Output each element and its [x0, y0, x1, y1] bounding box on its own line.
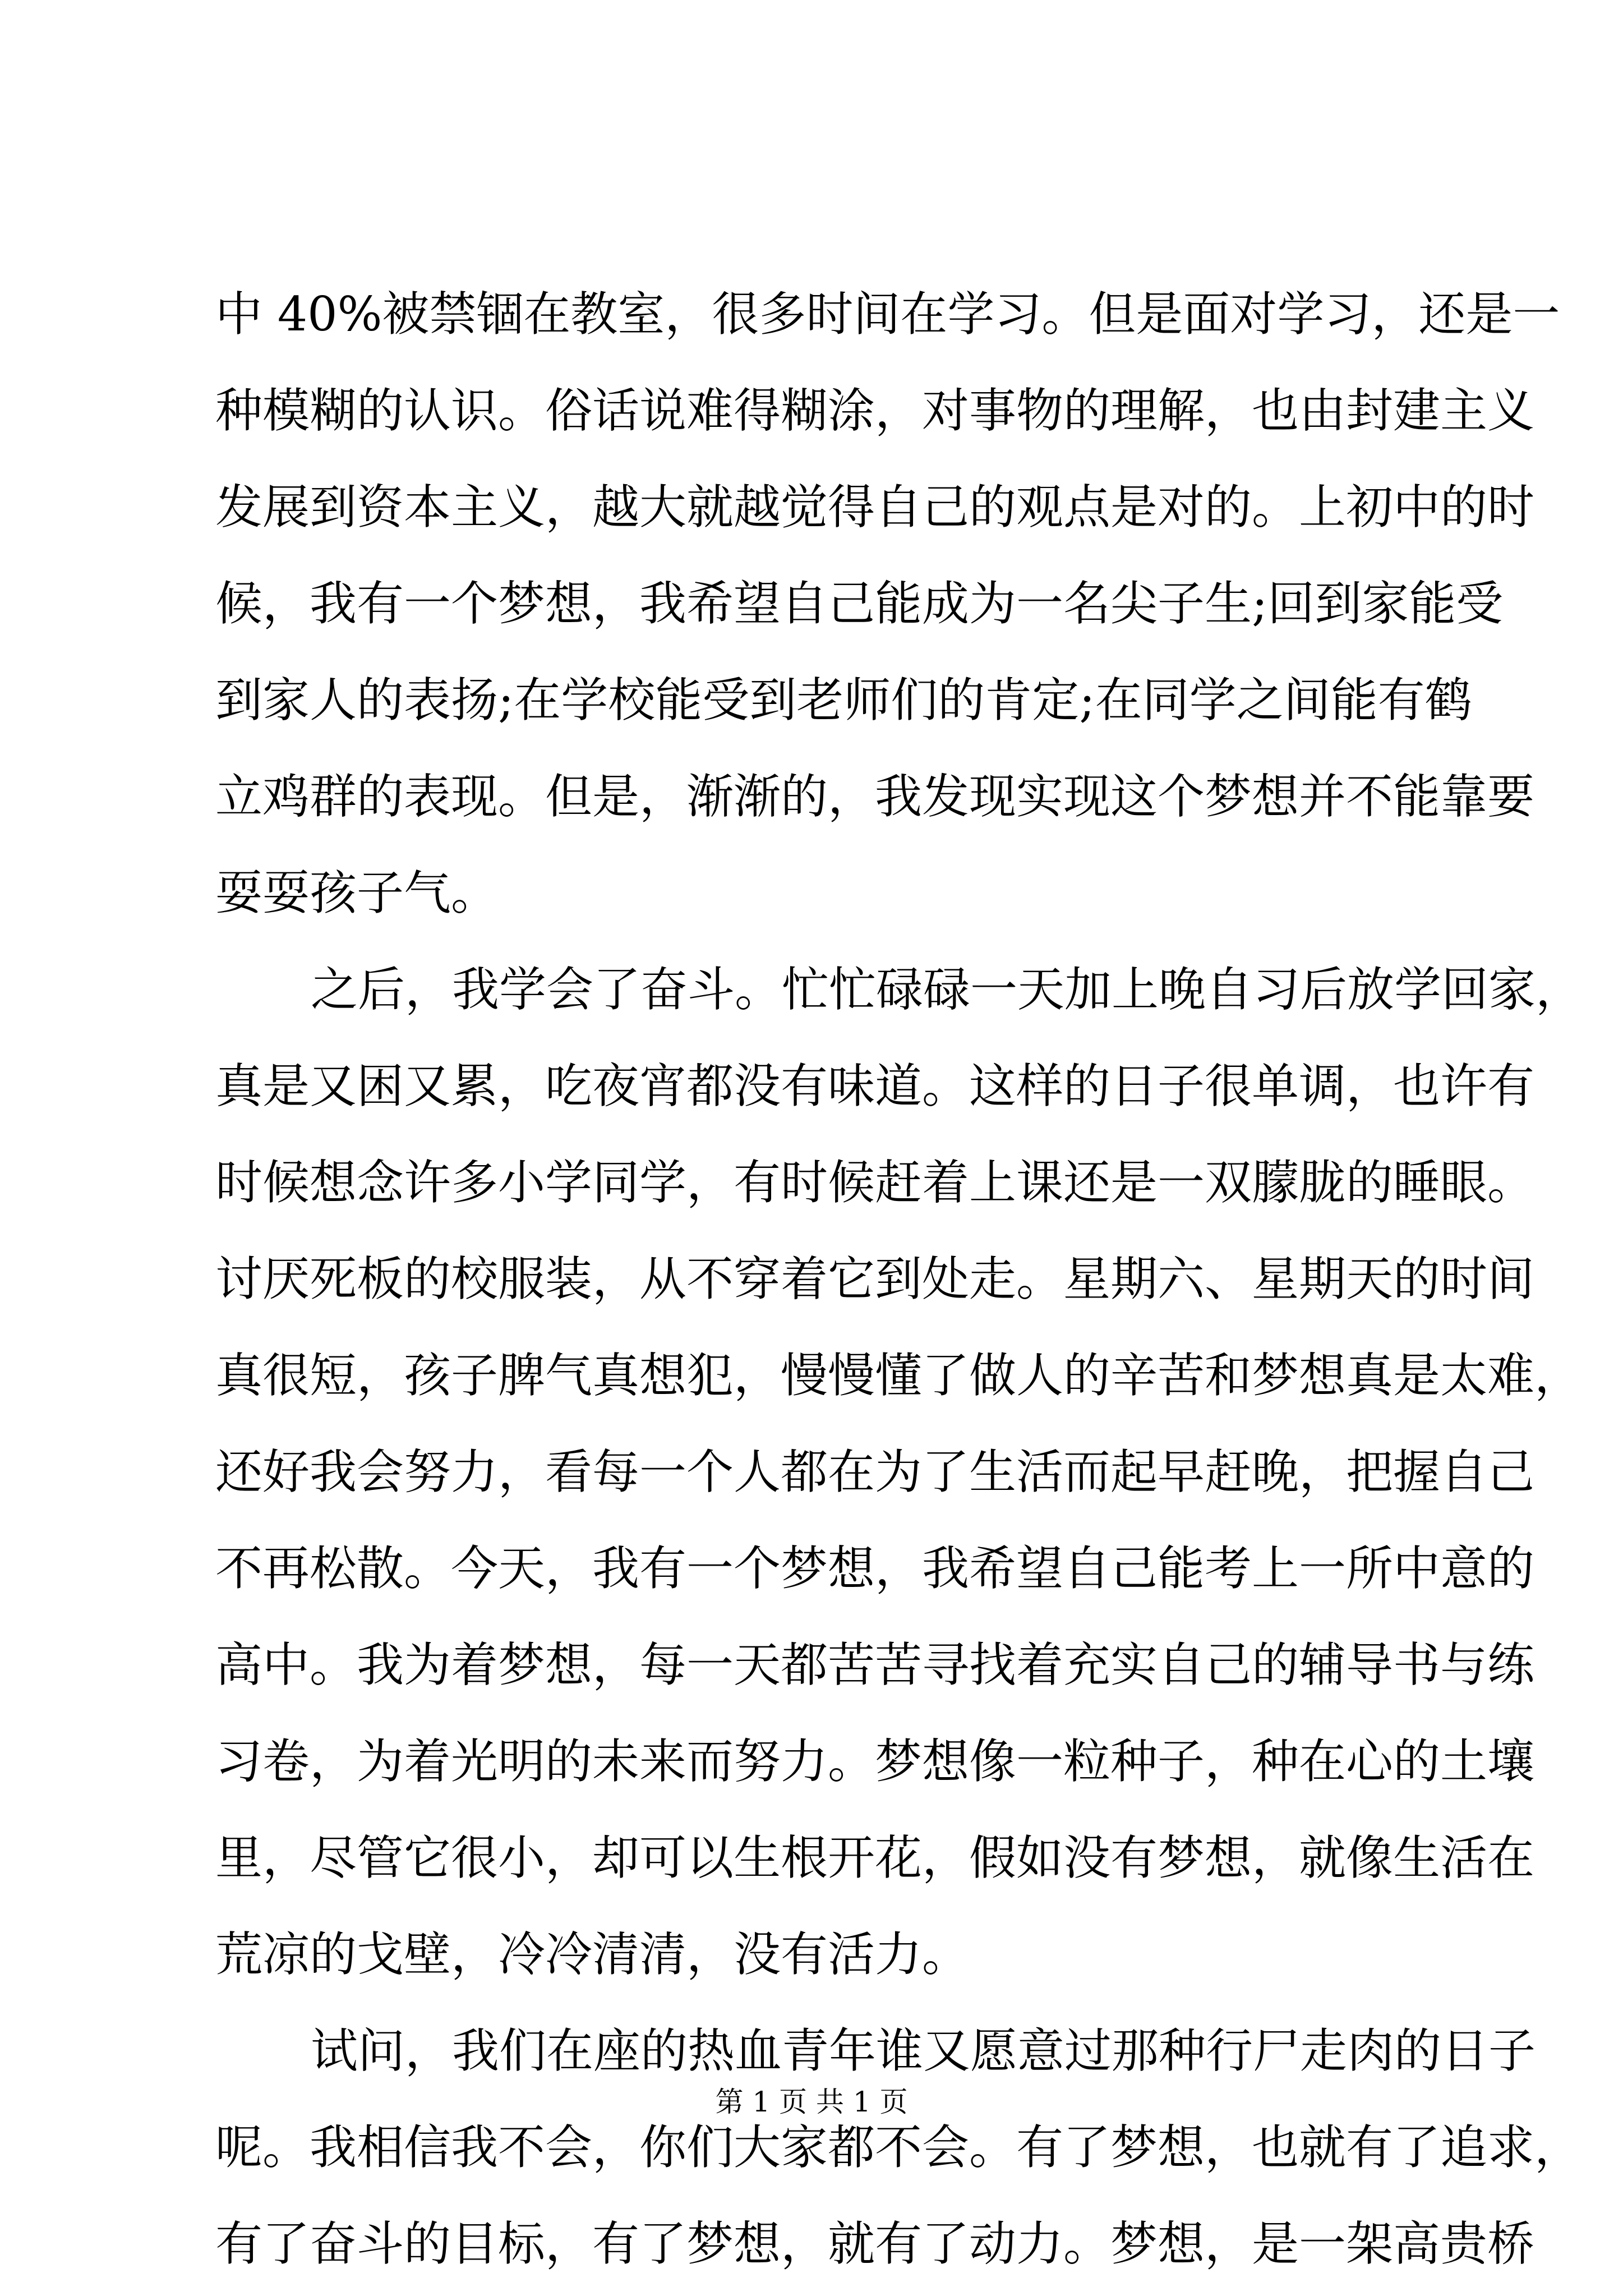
- text-line: 真是又困又累，吃夜宵都没有味道。这样的日子很单调，也许有: [215, 1059, 1535, 1114]
- text-line: 呢。我相信我不会，你们大家都不会。有了梦想，也就有了追求，: [215, 2120, 1582, 2175]
- text-line: 候，我有一个梦想，我希望自己能成为一名尖子生;回到家能受: [215, 576, 1504, 631]
- paragraph: [215, 2003, 1582, 2292]
- text-line: 试问，我们在座的热血青年谁又愿意过那种行尸走肉的日子: [311, 2023, 1536, 2078]
- text-line: 中 40%被禁锢在教室，很多时间在学习。但是面对学习，还是一: [215, 287, 1560, 342]
- text-line: 讨厌死板的校服装，从不穿着它到处走。星期六、星期天的时间: [215, 1251, 1535, 1306]
- text-line: 荒凉的戈壁，冷冷清清，没有活力。: [215, 1927, 970, 1982]
- text-line: 不再松散。今天，我有一个梦想，我希望自己能考上一所中意的: [215, 1541, 1535, 1596]
- text-line: 发展到资本主义，越大就越觉得自己的观点是对的。上初中的时: [215, 480, 1535, 535]
- text-line: 还好我会努力，看每一个人都在为了生活而起早赶晚，把握自己: [215, 1444, 1535, 1499]
- text-line: 到家人的表扬;在学校能受到老师们的肯定;在同学之间能有鹤: [215, 673, 1472, 728]
- text-line: 种模糊的认识。俗话说难得糊涂，对事物的理解，也由封建主义: [215, 383, 1535, 438]
- document-body: [215, 266, 1583, 2292]
- text-line: 高中。我为着梦想，每一天都苦苦寻找着充实自己的辅导书与练: [215, 1637, 1535, 1692]
- text-line: 时候想念许多小学同学，有时候赶着上课还是一双朦胧的睡眼。: [215, 1155, 1535, 1210]
- text-line: 耍耍孩子气。: [215, 866, 499, 921]
- text-line: 真很短，孩子脾气真想犯，慢慢懂了做人的辛苦和梦想真是太难，: [215, 1348, 1582, 1403]
- paragraph: [215, 941, 1583, 2003]
- text-line: 之后，我学会了奋斗。忙忙碌碌一天加上晚自习后放学回家，: [311, 962, 1583, 1017]
- text-line: 里，尽管它很小，却可以生根开花，假如没有梦想，就像生活在: [215, 1830, 1535, 1885]
- paragraph: [215, 266, 1560, 941]
- text-line: 有了奋斗的目标，有了梦想，就有了动力。梦想，是一架高贵桥: [215, 2216, 1535, 2271]
- text-line: 立鸡群的表现。但是，渐渐的，我发现实现这个梦想并不能靠要: [215, 769, 1535, 824]
- text-line: 习卷，为着光明的未来而努力。梦想像一粒种子，种在心的土壤: [215, 1734, 1535, 1789]
- page-footer: 第 1 页 共 1 页: [715, 2086, 908, 2118]
